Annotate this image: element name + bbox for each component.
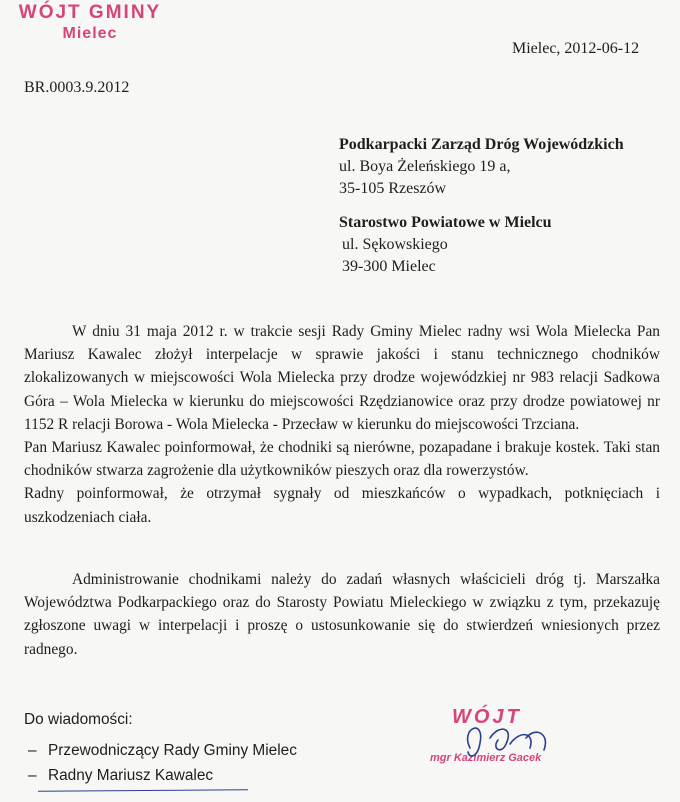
header-stamp <box>10 2 170 46</box>
body-text: Radny poinformował, że otrzymał sygnały od mieszkańców o wypadkach, potknięciach i uszkodzeniach ciała. <box>24 485 660 526</box>
cc-recipient: Przewodniczący Rady Gminy Mielec <box>48 742 297 759</box>
signature-name: mgr Kazimierz Gacek <box>430 752 542 764</box>
body-text: Pan Mariusz Kawalec poinformował, że chodniki są nierówne, pozapadane i brakuje kostek. Taki stan chodników stwarza zagrożenie dla użytkowników pieszych oraz dla rowerzystów. <box>24 439 660 480</box>
recipient-address-2 <box>339 212 552 278</box>
handwritten-signature <box>440 708 570 768</box>
body-paragraph-1 <box>24 320 660 529</box>
recipient-address-1 <box>339 134 624 200</box>
body-paragraph-2: Administrowanie chodnikami należy do zadań własnych właścicieli dróg tj. Marszałka Województwa Podkarpackiego oraz do Starosty Powiatu Mieleckiego w związku z tym, przekazuję zgłoszone uwagi w interpelacji i proszę o ustosunkowanie się do stwierdzeń wniesionych przez radnego. <box>24 571 660 658</box>
bullet: – <box>28 742 37 759</box>
stamp-place: Mielec <box>62 25 118 42</box>
recipient-street: ul. Sękowskiego <box>342 236 448 253</box>
pen-underline <box>38 789 248 791</box>
body-text: W dniu 31 maja 2012 r. w trakcie sesji Rady Gminy Mielec radny wsi Wola Mielecka Pan Mariusz Kawalec złożył interpelacje w sprawie jakości i stanu technicznego chodników zlokalizowanych w miejscowości Wola Mielecka przy drodze wojewódzkiej nr 983 relacji Sadkowa Góra – Wola Mielecka w kierunku do miejscowości Rzędzianowice oraz przy drodze powiatowej nr 1152 R relacji Borowa - Wola Mielecka - Przecław w kierunku do miejscowości Trzciana. <box>24 323 660 433</box>
bullet: – <box>28 767 37 784</box>
signature-title: WÓJT <box>452 706 522 728</box>
cc-heading: Do wiadomości: <box>24 711 133 728</box>
recipient-name: Starostwo Powiatowe w Mielcu <box>339 214 552 231</box>
date-line: Mielec, 2012-06-12 <box>512 40 640 57</box>
cc-recipient: Radny Mariusz Kawalec <box>48 767 214 784</box>
recipient-city: 39-300 Mielec <box>342 258 436 275</box>
recipient-name: Podkarpacki Zarząd Dróg Wojewódzkich <box>339 136 624 153</box>
list-item <box>28 738 297 763</box>
list-item <box>28 763 297 788</box>
cc-list <box>28 738 297 788</box>
stamp-title: WÓJT GMINY <box>18 2 162 23</box>
recipient-city: 35-105 Rzeszów <box>339 180 447 197</box>
reference-number: BR.0003.9.2012 <box>24 79 130 96</box>
recipient-street: ul. Boya Żeleńskiego 19 a, <box>339 158 511 175</box>
